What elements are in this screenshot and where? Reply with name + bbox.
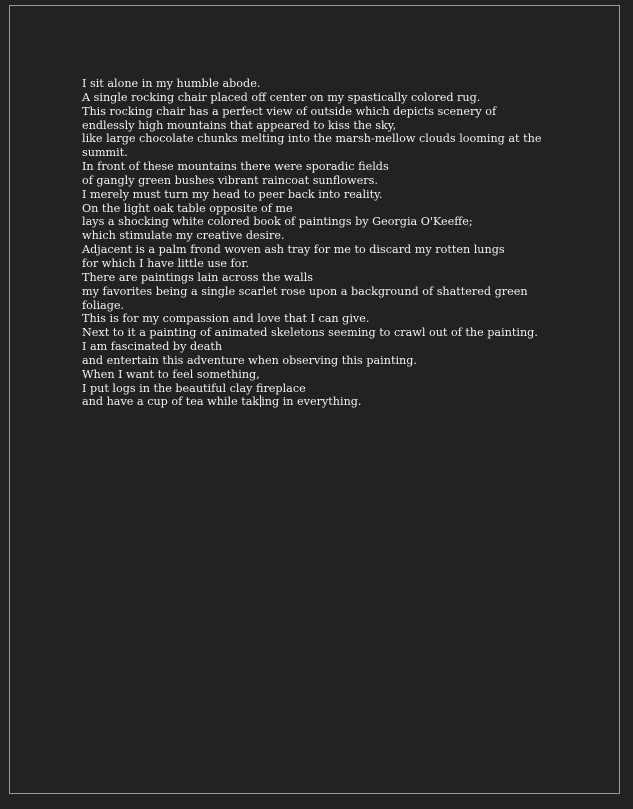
poem-last-line-end: ing in everything. [261, 395, 362, 409]
poem-line: This rocking chair has a perfect view of outside which depicts scenery of endlessly high mountains that appeared to kiss the sky, [82, 104, 497, 132]
poem-line: A single rocking chair placed off center on my spastically colored rug. [82, 90, 481, 104]
poem-last-line [82, 395, 552, 409]
poem-text-area[interactable] [82, 77, 552, 409]
poem-line: my favorites being a single scarlet rose upon a background of shattered green foliage. [82, 284, 528, 312]
poem-line: I am fascinated by death [82, 340, 223, 354]
poem-line: On the light oak table opposite of me [82, 201, 293, 215]
document-page[interactable] [9, 5, 620, 794]
poem-line: I put logs in the beautiful clay fireplace [82, 381, 306, 395]
poem-line: This is for my compassion and love that I can give. [82, 312, 370, 326]
poem-line: There are paintings lain across the walls [82, 270, 314, 284]
poem-line: lays a shocking white colored book of paintings by Georgia O'Keeffe; [82, 215, 473, 229]
poem-line: of gangly green bushes vibrant raincoat sunflowers. [82, 173, 378, 187]
poem-line: which stimulate my creative desire. [82, 229, 285, 243]
poem-last-line-start: and have a cup of tea while tak [82, 395, 260, 409]
poem-line: In front of these mountains there were sporadic fields [82, 160, 389, 174]
poem-line: When I want to feel something, [82, 367, 260, 381]
poem-line: Adjacent is a palm frond woven ash tray for me to discard my rotten lungs [82, 243, 505, 257]
poem-line: Next to it a painting of animated skeletons seeming to crawl out of the painting. [82, 326, 538, 340]
poem-line: for which I have little use for. [82, 256, 250, 270]
poem-line: like large chocolate chunks melting into the marsh-mellow clouds looming at the summit. [82, 132, 542, 160]
poem-line: I merely must turn my head to peer back into reality. [82, 187, 383, 201]
poem-line: I sit alone in my humble abode. [82, 77, 261, 90]
poem-line: and entertain this adventure when observing this painting. [82, 353, 417, 367]
